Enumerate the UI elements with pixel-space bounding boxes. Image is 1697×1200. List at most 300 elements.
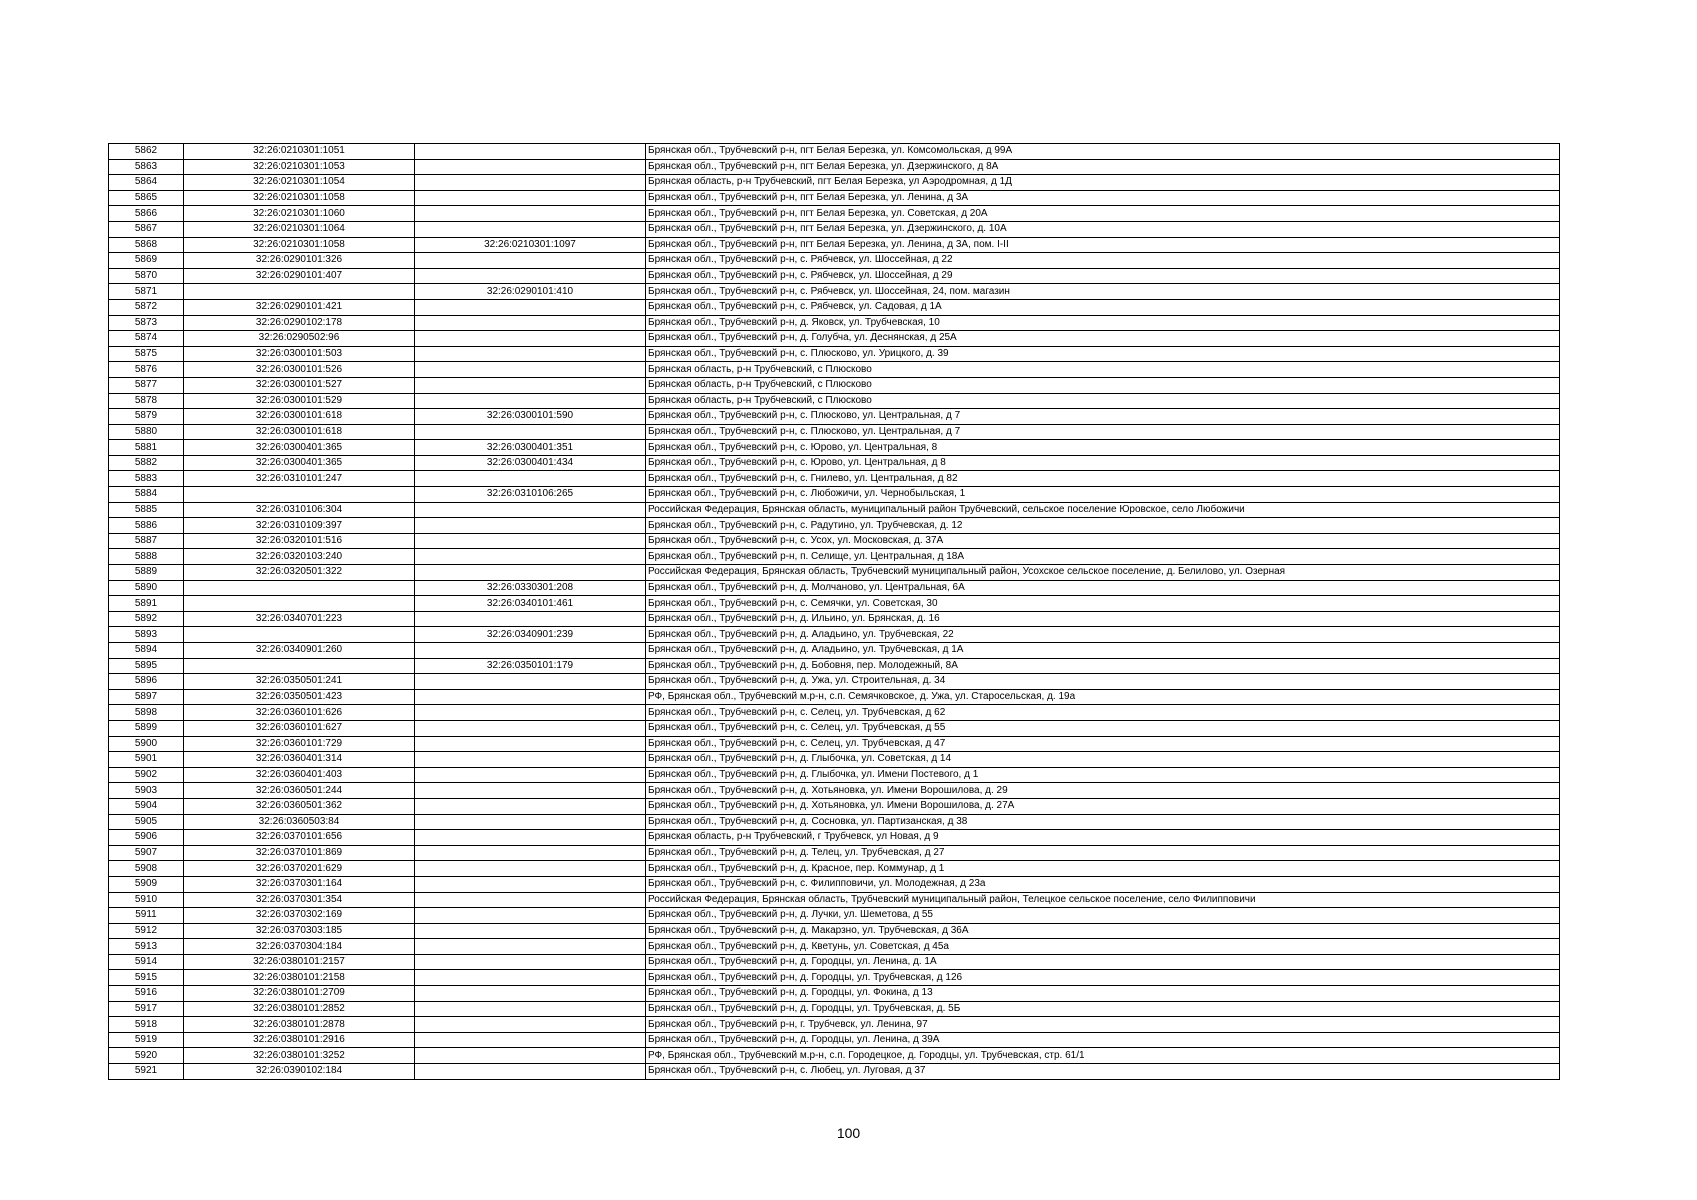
object-cadastral-number-cell: 32:26:0210301:1097 (415, 237, 646, 253)
address-cell: Брянская обл., Трубчевский р-н, д. Аладьино, ул. Трубчевская, д 1А (646, 643, 1560, 659)
object-cadastral-number-cell: 32:26:0300401:434 (415, 455, 646, 471)
cadastral-number-cell: 32:26:0310106:304 (184, 502, 415, 518)
address-cell: Брянская обл., Трубчевский р-н, д. Глыбочка, ул. Советская, д 14 (646, 752, 1560, 768)
address-cell: Брянская обл., Трубчевский р-н, пгт Белая Березка, ул. Комсомольская, д 99А (646, 144, 1560, 160)
row-number-cell: 5873 (109, 315, 184, 331)
row-number-cell: 5896 (109, 674, 184, 690)
cadastral-number-cell: 32:26:0340701:223 (184, 611, 415, 627)
object-cadastral-number-cell (415, 611, 646, 627)
row-number-cell: 5915 (109, 970, 184, 986)
row-number-cell: 5902 (109, 767, 184, 783)
cadastral-number-cell: 32:26:0290502:96 (184, 331, 415, 347)
table-row (109, 1017, 1560, 1033)
object-cadastral-number-cell (415, 908, 646, 924)
table-row (109, 549, 1560, 565)
row-number-cell: 5891 (109, 596, 184, 612)
table-row (109, 923, 1560, 939)
row-number-cell: 5865 (109, 190, 184, 206)
address-cell: Брянская обл., Трубчевский р-н, с. Усох, ул. Московская, д. 37А (646, 533, 1560, 549)
table-row (109, 798, 1560, 814)
row-number-cell: 5866 (109, 206, 184, 222)
address-cell: Брянская обл., Трубчевский р-н, д. Лучки, ул. Шеметова, д 55 (646, 908, 1560, 924)
address-cell: Брянская обл., Трубчевский р-н, д. Красное, пер. Коммунар, д 1 (646, 861, 1560, 877)
address-cell: Брянская обл., Трубчевский р-н, д. Городцы, ул. Трубчевская, д 126 (646, 970, 1560, 986)
object-cadastral-number-cell: 32:26:0290101:410 (415, 284, 646, 300)
table-row (109, 518, 1560, 534)
row-number-cell: 5914 (109, 954, 184, 970)
row-number-cell: 5886 (109, 518, 184, 534)
object-cadastral-number-cell (415, 767, 646, 783)
cadastral-number-cell (184, 596, 415, 612)
address-cell: Брянская обл., Трубчевский р-н, д. Хотьяновка, ул. Имени Ворошилова, д. 29 (646, 783, 1560, 799)
object-cadastral-number-cell (415, 502, 646, 518)
object-cadastral-number-cell (415, 190, 646, 206)
cadastral-number-cell: 32:26:0380101:2709 (184, 986, 415, 1002)
object-cadastral-number-cell (415, 331, 646, 347)
table-row (109, 190, 1560, 206)
address-cell: Брянская обл., Трубчевский р-н, д. Городцы, ул. Трубчевская, д. 5Б (646, 1001, 1560, 1017)
table-row (109, 1032, 1560, 1048)
cadastral-number-cell: 32:26:0360501:362 (184, 798, 415, 814)
object-cadastral-number-cell: 32:26:0340101:461 (415, 596, 646, 612)
address-cell: Брянская обл., Трубчевский р-н, с. Гнилево, ул. Центральная, д 82 (646, 471, 1560, 487)
table-row (109, 783, 1560, 799)
table-row (109, 720, 1560, 736)
object-cadastral-number-cell (415, 1032, 646, 1048)
cadastral-number-cell: 32:26:0340901:260 (184, 643, 415, 659)
object-cadastral-number-cell (415, 876, 646, 892)
row-number-cell: 5908 (109, 861, 184, 877)
cadastral-number-cell: 32:26:0360503:84 (184, 814, 415, 830)
table-row (109, 674, 1560, 690)
cadastral-number-cell: 32:26:0370201:629 (184, 861, 415, 877)
row-number-cell: 5919 (109, 1032, 184, 1048)
cadastral-number-cell: 32:26:0300101:618 (184, 424, 415, 440)
row-number-cell: 5863 (109, 159, 184, 175)
row-number-cell: 5921 (109, 1064, 184, 1080)
cadastral-number-cell: 32:26:0300401:365 (184, 440, 415, 456)
row-number-cell: 5899 (109, 720, 184, 736)
row-number-cell: 5894 (109, 643, 184, 659)
address-cell: Брянская обл., Трубчевский р-н, с. Рябчевск, ул. Садовая, д 1А (646, 299, 1560, 315)
records-table-body (109, 144, 1560, 1080)
address-cell: Брянская обл., Трубчевский р-н, д. Голубча, ул. Деснянская, д 25А (646, 331, 1560, 347)
row-number-cell: 5907 (109, 845, 184, 861)
table-row (109, 876, 1560, 892)
row-number-cell: 5890 (109, 580, 184, 596)
object-cadastral-number-cell (415, 1001, 646, 1017)
table-row (109, 144, 1560, 160)
cadastral-number-cell: 32:26:0290101:421 (184, 299, 415, 315)
table-row (109, 1064, 1560, 1080)
address-cell: Брянская область, р-н Трубчевский, пгт Белая Березка, ул Аэродромная, д 1Д (646, 175, 1560, 191)
address-cell: Брянская обл., Трубчевский р-н, пгт Белая Березка, ул. Советская, д 20А (646, 206, 1560, 222)
object-cadastral-number-cell (415, 923, 646, 939)
object-cadastral-number-cell (415, 315, 646, 331)
table-row (109, 362, 1560, 378)
address-cell: Брянская обл., Трубчевский р-н, с. Селец, ул. Трубчевская, д 55 (646, 720, 1560, 736)
object-cadastral-number-cell (415, 253, 646, 269)
table-row (109, 705, 1560, 721)
table-row (109, 1001, 1560, 1017)
table-row (109, 611, 1560, 627)
row-number-cell: 5874 (109, 331, 184, 347)
cadastral-number-cell: 32:26:0370301:164 (184, 876, 415, 892)
table-row (109, 689, 1560, 705)
object-cadastral-number-cell (415, 533, 646, 549)
object-cadastral-number-cell (415, 845, 646, 861)
cadastral-number-cell: 32:26:0370101:656 (184, 830, 415, 846)
object-cadastral-number-cell (415, 736, 646, 752)
table-row (109, 892, 1560, 908)
table-row (109, 767, 1560, 783)
table-row (109, 237, 1560, 253)
row-number-cell: 5872 (109, 299, 184, 315)
address-cell: Брянская обл., Трубчевский р-н, д. Макарзно, ул. Трубчевская, д 36А (646, 923, 1560, 939)
cadastral-number-cell: 32:26:0380101:2878 (184, 1017, 415, 1033)
row-number-cell: 5913 (109, 939, 184, 955)
cadastral-number-cell: 32:26:0370304:184 (184, 939, 415, 955)
object-cadastral-number-cell: 32:26:0340901:239 (415, 627, 646, 643)
table-row (109, 830, 1560, 846)
object-cadastral-number-cell (415, 362, 646, 378)
row-number-cell: 5892 (109, 611, 184, 627)
address-cell: Брянская обл., Трубчевский р-н, с. Рябчевск, ул. Шоссейная, д 22 (646, 253, 1560, 269)
row-number-cell: 5916 (109, 986, 184, 1002)
cadastral-number-cell: 32:26:0300101:618 (184, 409, 415, 425)
row-number-cell: 5880 (109, 424, 184, 440)
row-number-cell: 5905 (109, 814, 184, 830)
cadastral-number-cell: 32:26:0360501:244 (184, 783, 415, 799)
cadastral-number-cell: 32:26:0210301:1058 (184, 190, 415, 206)
row-number-cell: 5869 (109, 253, 184, 269)
row-number-cell: 5871 (109, 284, 184, 300)
object-cadastral-number-cell (415, 549, 646, 565)
object-cadastral-number-cell (415, 1048, 646, 1064)
table-row (109, 284, 1560, 300)
row-number-cell: 5888 (109, 549, 184, 565)
cadastral-number-cell (184, 627, 415, 643)
cadastral-number-cell: 32:26:0290101:326 (184, 253, 415, 269)
table-row (109, 908, 1560, 924)
row-number-cell: 5918 (109, 1017, 184, 1033)
cadastral-number-cell: 32:26:0290101:407 (184, 268, 415, 284)
object-cadastral-number-cell (415, 518, 646, 534)
table-row (109, 533, 1560, 549)
row-number-cell: 5881 (109, 440, 184, 456)
table-row (109, 299, 1560, 315)
object-cadastral-number-cell (415, 798, 646, 814)
address-cell: Российская Федерация, Брянская область, Трубчевский муниципальный район, Телецкое сельское поселение, село Филипповичи (646, 892, 1560, 908)
address-cell: Брянская обл., Трубчевский р-н, д. Городцы, ул. Фокина, д 13 (646, 986, 1560, 1002)
cadastral-number-cell: 32:26:0350501:241 (184, 674, 415, 690)
cadastral-number-cell (184, 284, 415, 300)
table-row (109, 970, 1560, 986)
object-cadastral-number-cell (415, 377, 646, 393)
table-row (109, 986, 1560, 1002)
object-cadastral-number-cell: 32:26:0330301:208 (415, 580, 646, 596)
table-row (109, 175, 1560, 191)
object-cadastral-number-cell (415, 159, 646, 175)
address-cell: Брянская обл., Трубчевский р-н, д. Кветунь, ул. Советская, д 45а (646, 939, 1560, 955)
object-cadastral-number-cell (415, 175, 646, 191)
address-cell: Брянская обл., Трубчевский р-н, д. Бобовня, пер. Молодежный, 8А (646, 658, 1560, 674)
row-number-cell: 5909 (109, 876, 184, 892)
row-number-cell: 5862 (109, 144, 184, 160)
cadastral-number-cell: 32:26:0300401:365 (184, 455, 415, 471)
address-cell: Брянская обл., Трубчевский р-н, д. Молчаново, ул. Центральная, 6А (646, 580, 1560, 596)
object-cadastral-number-cell (415, 830, 646, 846)
table-row (109, 502, 1560, 518)
object-cadastral-number-cell (415, 705, 646, 721)
row-number-cell: 5877 (109, 377, 184, 393)
row-number-cell: 5917 (109, 1001, 184, 1017)
address-cell: Брянская обл., Трубчевский р-н, с. Рябчевск, ул. Шоссейная, д 29 (646, 268, 1560, 284)
object-cadastral-number-cell (415, 144, 646, 160)
address-cell: Брянская область, р-н Трубчевский, г Трубчевск, ул Новая, д 9 (646, 830, 1560, 846)
address-cell: Брянская обл., Трубчевский р-н, д. Аладьино, ул. Трубчевская, 22 (646, 627, 1560, 643)
address-cell: Брянская обл., Трубчевский р-н, д. Яковск, ул. Трубчевская, 10 (646, 315, 1560, 331)
cadastral-number-cell: 32:26:0310101:247 (184, 471, 415, 487)
cadastral-number-cell: 32:26:0320103:240 (184, 549, 415, 565)
table-row (109, 268, 1560, 284)
address-cell: Брянская обл., Трубчевский р-н, с. Селец, ул. Трубчевская, д 62 (646, 705, 1560, 721)
table-row (109, 627, 1560, 643)
object-cadastral-number-cell (415, 471, 646, 487)
row-number-cell: 5898 (109, 705, 184, 721)
cadastral-number-cell: 32:26:0210301:1064 (184, 221, 415, 237)
cadastral-number-cell: 32:26:0380101:2852 (184, 1001, 415, 1017)
cadastral-number-cell: 32:26:0290102:178 (184, 315, 415, 331)
address-cell: Брянская обл., Трубчевский р-н, с. Плюсково, ул. Урицкого, д. 39 (646, 346, 1560, 362)
cadastral-number-cell: 32:26:0370303:185 (184, 923, 415, 939)
address-cell: Брянская обл., Трубчевский р-н, с. Селец, ул. Трубчевская, д 47 (646, 736, 1560, 752)
object-cadastral-number-cell (415, 814, 646, 830)
table-row (109, 1048, 1560, 1064)
row-number-cell: 5900 (109, 736, 184, 752)
table-row (109, 736, 1560, 752)
cadastral-number-cell: 32:26:0300101:526 (184, 362, 415, 378)
table-row (109, 954, 1560, 970)
cadastral-number-cell (184, 487, 415, 503)
object-cadastral-number-cell (415, 783, 646, 799)
table-row (109, 471, 1560, 487)
table-row (109, 221, 1560, 237)
cadastral-number-cell: 32:26:0360101:729 (184, 736, 415, 752)
cadastral-number-cell: 32:26:0360401:314 (184, 752, 415, 768)
cadastral-number-cell: 32:26:0300101:529 (184, 393, 415, 409)
row-number-cell: 5887 (109, 533, 184, 549)
cadastral-number-cell: 32:26:0370101:869 (184, 845, 415, 861)
row-number-cell: 5889 (109, 565, 184, 581)
table-row (109, 658, 1560, 674)
cadastral-number-cell: 32:26:0320101:516 (184, 533, 415, 549)
address-cell: Брянская обл., Трубчевский р-н, д. Городцы, ул. Ленина, д. 1А (646, 954, 1560, 970)
table-row (109, 440, 1560, 456)
address-cell: РФ, Брянская обл., Трубчевский м.р-н, с.п. Городецкое, д. Городцы, ул. Трубчевская, стр. 61/1 (646, 1048, 1560, 1064)
address-cell: Брянская обл., Трубчевский р-н, пгт Белая Березка, ул. Дзержинского, д. 10А (646, 221, 1560, 237)
row-number-cell: 5897 (109, 689, 184, 705)
address-cell: Брянская обл., Трубчевский р-н, пгт Белая Березка, ул. Ленина, д 3А, пом. I-II (646, 237, 1560, 253)
object-cadastral-number-cell (415, 206, 646, 222)
address-cell: Брянская обл., Трубчевский р-н, с. Любец, ул. Луговая, д 37 (646, 1064, 1560, 1080)
cadastral-number-cell: 32:26:0370301:354 (184, 892, 415, 908)
table-row (109, 861, 1560, 877)
object-cadastral-number-cell (415, 939, 646, 955)
cadastral-number-cell: 32:26:0310109:397 (184, 518, 415, 534)
row-number-cell: 5906 (109, 830, 184, 846)
table-row (109, 253, 1560, 269)
table-row (109, 814, 1560, 830)
row-number-cell: 5904 (109, 798, 184, 814)
table-row (109, 580, 1560, 596)
object-cadastral-number-cell: 32:26:0350101:179 (415, 658, 646, 674)
address-cell: Российская Федерация, Брянская область, Трубчевский муниципальный район, Усохское сельское поселение, д. Белилово, ул. Озерная (646, 565, 1560, 581)
address-cell: Брянская обл., Трубчевский р-н, с. Рябчевск, ул. Шоссейная, 24, пом. магазин (646, 284, 1560, 300)
address-cell: Брянская область, р-н Трубчевский, с Плюсково (646, 377, 1560, 393)
cadastral-number-cell: 32:26:0320501:322 (184, 565, 415, 581)
address-cell: Брянская обл., Трубчевский р-н, с. Радутино, ул. Трубчевская, д. 12 (646, 518, 1560, 534)
address-cell: Брянская обл., Трубчевский р-н, с. Юрово, ул. Центральная, д 8 (646, 455, 1560, 471)
table-row (109, 159, 1560, 175)
cadastral-number-cell: 32:26:0300101:527 (184, 377, 415, 393)
object-cadastral-number-cell (415, 970, 646, 986)
row-number-cell: 5883 (109, 471, 184, 487)
object-cadastral-number-cell (415, 752, 646, 768)
address-cell: Брянская обл., Трубчевский р-н, г. Трубчевск, ул. Ленина, 97 (646, 1017, 1560, 1033)
cadastral-number-cell: 32:26:0390102:184 (184, 1064, 415, 1080)
cadastral-number-cell: 32:26:0210301:1054 (184, 175, 415, 191)
table-row (109, 315, 1560, 331)
object-cadastral-number-cell (415, 892, 646, 908)
row-number-cell: 5884 (109, 487, 184, 503)
row-number-cell: 5882 (109, 455, 184, 471)
table-row (109, 424, 1560, 440)
address-cell: Брянская обл., Трубчевский р-н, д. Глыбочка, ул. Имени Постевого, д 1 (646, 767, 1560, 783)
row-number-cell: 5895 (109, 658, 184, 674)
cadastral-number-cell: 32:26:0300101:503 (184, 346, 415, 362)
address-cell: Российская Федерация, Брянская область, муниципальный район Трубчевский, сельское поселение Юровское, село Любожичи (646, 502, 1560, 518)
cadastral-number-cell: 32:26:0210301:1058 (184, 237, 415, 253)
cadastral-number-cell: 32:26:0210301:1060 (184, 206, 415, 222)
object-cadastral-number-cell (415, 393, 646, 409)
table-row (109, 346, 1560, 362)
cadastral-number-cell: 32:26:0360101:627 (184, 720, 415, 736)
object-cadastral-number-cell (415, 424, 646, 440)
address-cell: Брянская обл., Трубчевский р-н, пгт Белая Березка, ул. Ленина, д 3А (646, 190, 1560, 206)
table-row (109, 845, 1560, 861)
object-cadastral-number-cell (415, 720, 646, 736)
table-row (109, 377, 1560, 393)
object-cadastral-number-cell (415, 221, 646, 237)
object-cadastral-number-cell (415, 1064, 646, 1080)
page-number: 100 (836, 1125, 861, 1141)
row-number-cell: 5910 (109, 892, 184, 908)
object-cadastral-number-cell: 32:26:0300401:351 (415, 440, 646, 456)
address-cell: Брянская обл., Трубчевский р-н, п. Селище, ул. Центральная, д 18А (646, 549, 1560, 565)
address-cell: Брянская область, р-н Трубчевский, с Плюсково (646, 362, 1560, 378)
table-row (109, 643, 1560, 659)
cadastral-number-cell (184, 658, 415, 674)
address-cell: Брянская обл., Трубчевский р-н, с. Плюсково, ул. Центральная, д 7 (646, 409, 1560, 425)
object-cadastral-number-cell (415, 299, 646, 315)
cadastral-number-cell: 32:26:0380101:2916 (184, 1032, 415, 1048)
address-cell: Брянская обл., Трубчевский р-н, с. Любожичи, ул. Чернобыльская, 1 (646, 487, 1560, 503)
row-number-cell: 5878 (109, 393, 184, 409)
cadastral-number-cell: 32:26:0380101:2157 (184, 954, 415, 970)
object-cadastral-number-cell (415, 674, 646, 690)
row-number-cell: 5879 (109, 409, 184, 425)
address-cell: Брянская обл., Трубчевский р-н, пгт Белая Березка, ул. Дзержинского, д 8А (646, 159, 1560, 175)
row-number-cell: 5920 (109, 1048, 184, 1064)
cadastral-number-cell: 32:26:0210301:1051 (184, 144, 415, 160)
object-cadastral-number-cell (415, 954, 646, 970)
address-cell: Брянская обл., Трубчевский р-н, д. Ильино, ул. Брянская, д. 16 (646, 611, 1560, 627)
cadastral-number-cell: 32:26:0380101:2158 (184, 970, 415, 986)
object-cadastral-number-cell (415, 268, 646, 284)
table-row (109, 487, 1560, 503)
cadastral-number-cell: 32:26:0360101:626 (184, 705, 415, 721)
cadastral-number-cell: 32:26:0350501:423 (184, 689, 415, 705)
table-row (109, 331, 1560, 347)
object-cadastral-number-cell (415, 565, 646, 581)
object-cadastral-number-cell (415, 689, 646, 705)
cadastral-number-cell: 32:26:0380101:3252 (184, 1048, 415, 1064)
row-number-cell: 5911 (109, 908, 184, 924)
table-row (109, 206, 1560, 222)
object-cadastral-number-cell: 32:26:0300101:590 (415, 409, 646, 425)
object-cadastral-number-cell (415, 986, 646, 1002)
object-cadastral-number-cell (415, 346, 646, 362)
address-cell: Брянская обл., Трубчевский р-н, д. Телец, ул. Трубчевская, д 27 (646, 845, 1560, 861)
row-number-cell: 5875 (109, 346, 184, 362)
address-cell: Брянская обл., Трубчевский р-н, с. Семячки, ул. Советская, 30 (646, 596, 1560, 612)
table-row (109, 409, 1560, 425)
row-number-cell: 5876 (109, 362, 184, 378)
table-row (109, 752, 1560, 768)
address-cell: Брянская обл., Трубчевский р-н, д. Городцы, ул. Ленина, д 39А (646, 1032, 1560, 1048)
row-number-cell: 5867 (109, 221, 184, 237)
row-number-cell: 5903 (109, 783, 184, 799)
row-number-cell: 5864 (109, 175, 184, 191)
object-cadastral-number-cell (415, 643, 646, 659)
row-number-cell: 5893 (109, 627, 184, 643)
address-cell: Брянская обл., Трубчевский р-н, с. Юрово, ул. Центральная, 8 (646, 440, 1560, 456)
object-cadastral-number-cell: 32:26:0310106:265 (415, 487, 646, 503)
address-cell: Брянская обл., Трубчевский р-н, д. Ужа, ул. Строительная, д. 34 (646, 674, 1560, 690)
address-cell: Брянская обл., Трубчевский р-н, с. Плюсково, ул. Центральная, д 7 (646, 424, 1560, 440)
cadastral-number-cell: 32:26:0210301:1053 (184, 159, 415, 175)
address-cell: Брянская обл., Трубчевский р-н, д. Хотьяновка, ул. Имени Ворошилова, д. 27А (646, 798, 1560, 814)
address-cell: РФ, Брянская обл., Трубчевский м.р-н, с.п. Семячковское, д. Ужа, ул. Старосельская, д. 19а (646, 689, 1560, 705)
table-row (109, 393, 1560, 409)
row-number-cell: 5885 (109, 502, 184, 518)
cadastral-number-cell (184, 580, 415, 596)
cadastral-number-cell: 32:26:0370302:169 (184, 908, 415, 924)
object-cadastral-number-cell (415, 1017, 646, 1033)
object-cadastral-number-cell (415, 861, 646, 877)
address-cell: Брянская обл., Трубчевский р-н, с. Филипповичи, ул. Молодежная, д 23а (646, 876, 1560, 892)
address-cell: Брянская обл., Трубчевский р-н, д. Сосновка, ул. Партизанская, д 38 (646, 814, 1560, 830)
table-row (109, 596, 1560, 612)
row-number-cell: 5870 (109, 268, 184, 284)
table-row (109, 939, 1560, 955)
table-row (109, 455, 1560, 471)
table-row (109, 565, 1560, 581)
row-number-cell: 5912 (109, 923, 184, 939)
row-number-cell: 5868 (109, 237, 184, 253)
cadastral-number-cell: 32:26:0360401:403 (184, 767, 415, 783)
